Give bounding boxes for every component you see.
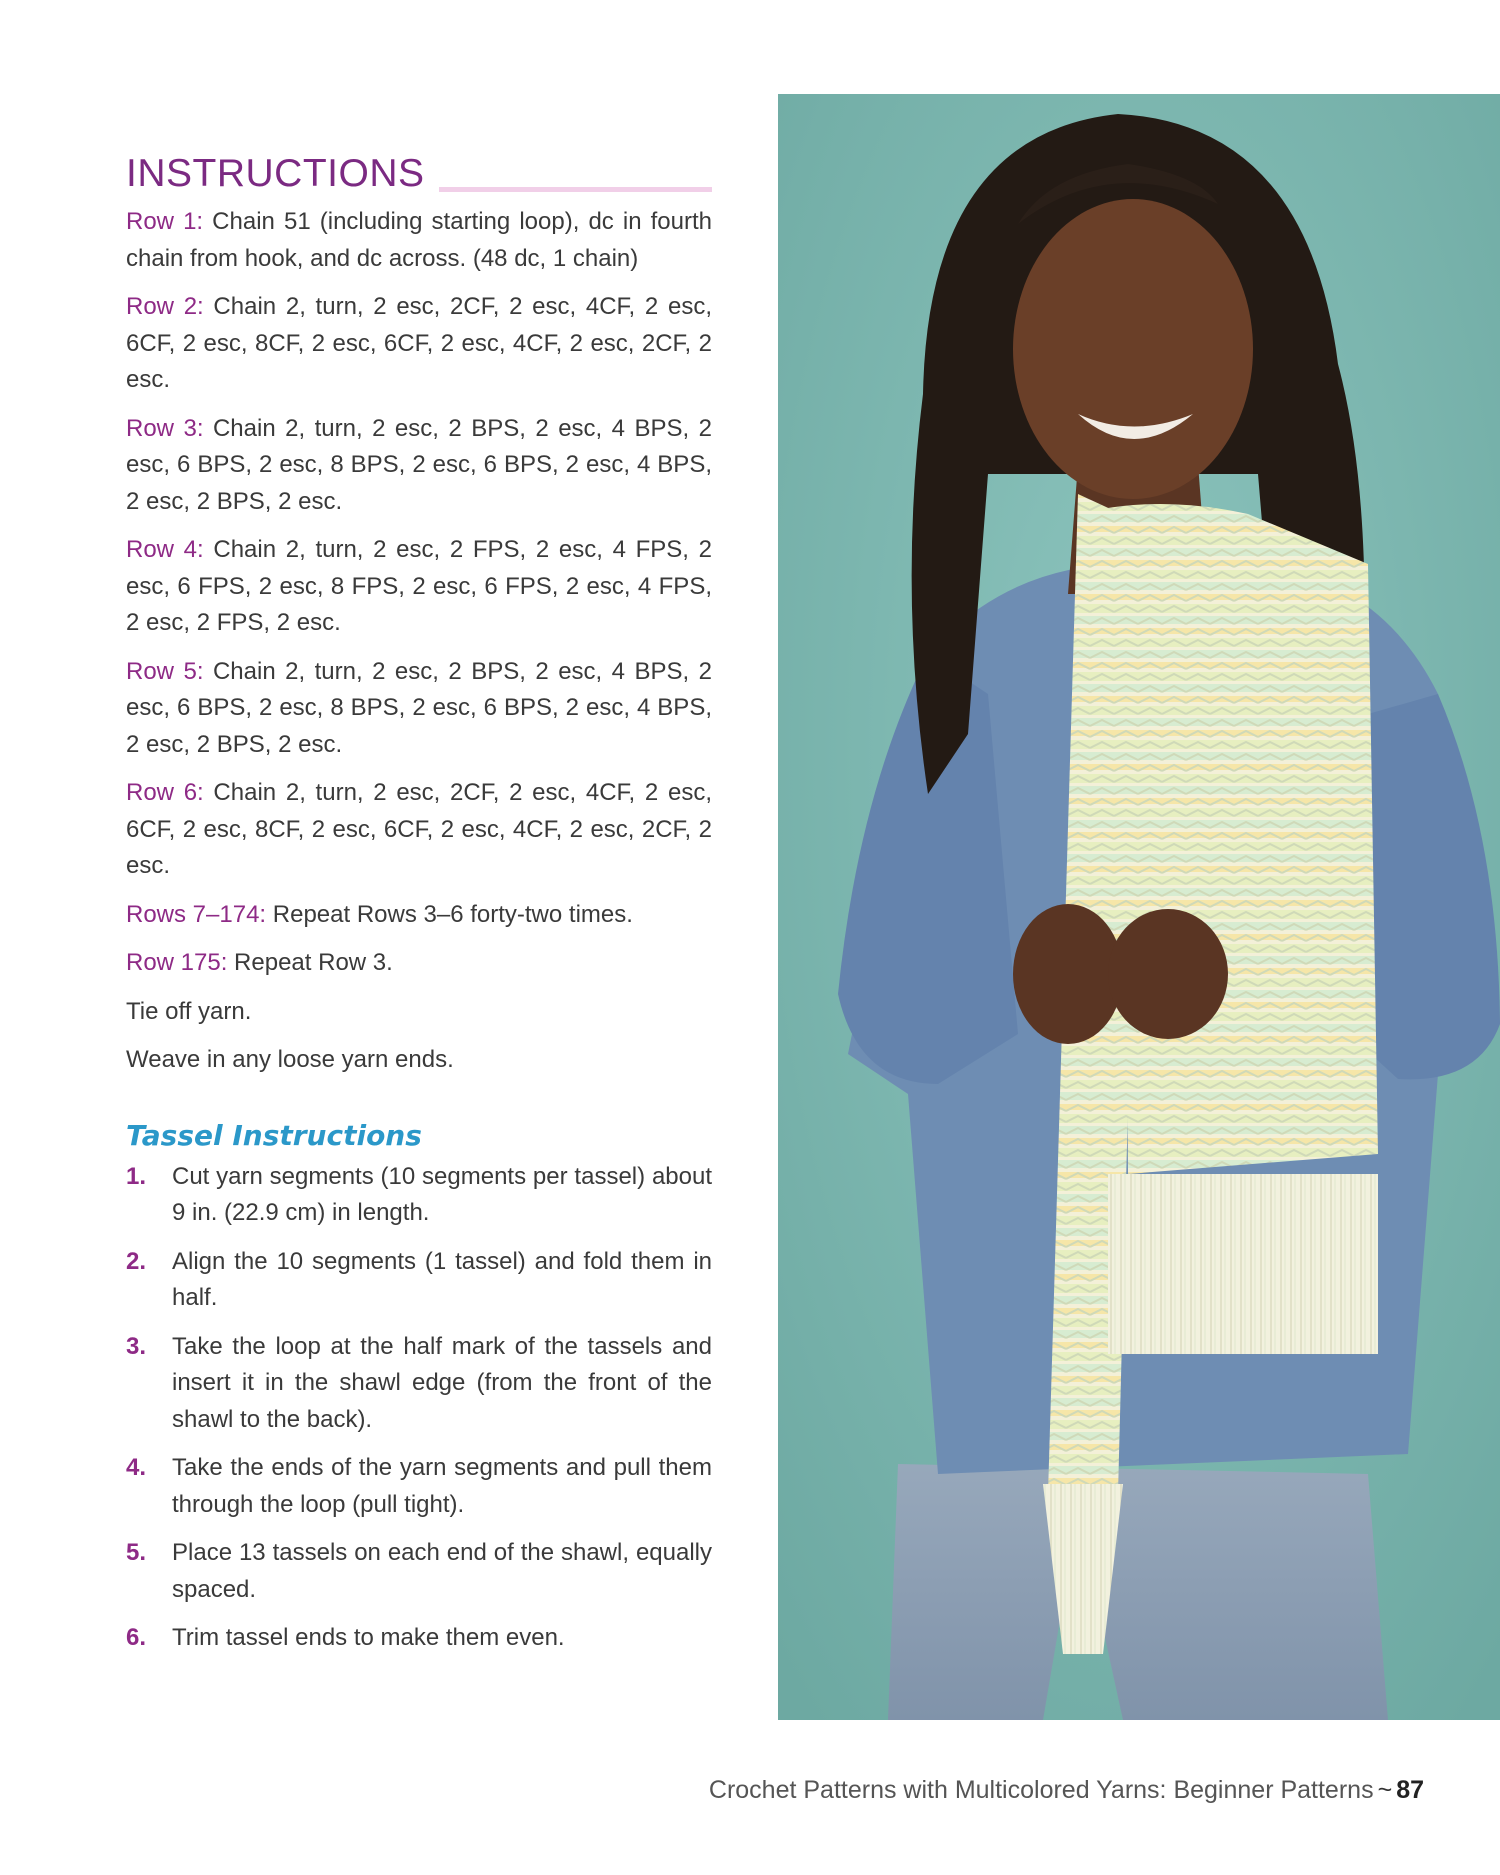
row-text: Chain 2, turn, 2 esc, 2CF, 2 esc, 4CF, 2 esc, 6CF, 2 esc, 8CF, 2 esc, 6CF, 2 esc, 4CF, 2 esc, 2CF, 2 esc. (126, 779, 712, 879)
row-text: Chain 2, turn, 2 esc, 2 FPS, 2 esc, 4 FPS, 2 esc, 6 FPS, 2 esc, 8 FPS, 2 esc, 6 FPS, 2 esc, 4 FPS, 2 esc, 2 FPS, 2 esc. (126, 536, 712, 636)
row-label: Row 3: (126, 414, 204, 442)
step-number: 3. (126, 1332, 147, 1360)
step-text: Align the 10 segments (1 tassel) and fold them in half. (172, 1247, 712, 1311)
heading-rule (439, 187, 713, 192)
tassel-heading: Tassel Instructions (126, 1118, 422, 1152)
row-6 (126, 775, 712, 885)
row-label: Row 1: (126, 208, 204, 235)
row-1 (126, 204, 712, 277)
row-3 (126, 411, 712, 521)
instructions-column (126, 148, 712, 1669)
row-label: Row 6: (126, 779, 204, 806)
row-label: Row 4: (126, 536, 204, 563)
row-text: Chain 2, turn, 2 esc, 2 BPS, 2 esc, 4 BPS, 2 esc, 6 BPS, 2 esc, 8 BPS, 2 esc, 6 BPS, 2 esc, 4 BPS, 2 esc, 2 BPS, 2 esc. (126, 657, 712, 758)
step-number: 2. (126, 1247, 147, 1275)
tassel-step (126, 1244, 712, 1317)
scarf-photo (778, 94, 1500, 1720)
step-text: Take the loop at the half mark of the tassels and insert it in the shawl edge (from the front of the shawl to the back). (172, 1332, 712, 1433)
step-number: 5. (126, 1539, 147, 1566)
finishing-tie-off: Tie off yarn. (126, 997, 252, 1025)
rows-7-174 (126, 897, 712, 934)
row-label: Row 5: (126, 657, 204, 685)
row-label: Row 2: (126, 293, 204, 320)
step-text: Place 13 tassels on each end of the shawl, equally spaced. (172, 1539, 712, 1603)
row-text: Chain 51 (including starting loop), dc in fourth chain from hook, and dc across. (48 dc, 1 chain) (126, 208, 712, 272)
finishing-weave-in: Weave in any loose yarn ends. (126, 1046, 454, 1073)
tassel-step (126, 1159, 712, 1232)
row-175 (126, 945, 712, 982)
page-footer (709, 1772, 1424, 1808)
row-label: Row 175: (126, 949, 228, 976)
row-2 (126, 289, 712, 399)
row-text: Chain 2, turn, 2 esc, 2 BPS, 2 esc, 4 BPS, 2 esc, 6 BPS, 2 esc, 8 BPS, 2 esc, 6 BPS, 2 esc, 4 BPS, 2 esc, 2 BPS, 2 esc. (126, 414, 712, 515)
step-number: 1. (126, 1162, 147, 1190)
page-number: 87 (1396, 1776, 1424, 1804)
row-text: Repeat Row 3. (227, 949, 393, 976)
step-number: 4. (126, 1454, 147, 1481)
tassel-step (126, 1620, 712, 1657)
row-label: Rows 7–174: (126, 900, 267, 928)
footer-separator: ~ (1377, 1776, 1393, 1804)
row-5 (126, 654, 712, 764)
scarf-photo-illustration (778, 94, 1500, 1720)
row-4 (126, 532, 712, 642)
tassel-step (126, 1535, 712, 1608)
step-text: Cut yarn segments (10 segments per tassel) about 9 in. (22.9 cm) in length. (172, 1162, 712, 1226)
step-text: Trim tassel ends to make them even. (172, 1624, 565, 1651)
instructions-heading: INSTRUCTIONS (126, 152, 425, 195)
row-text: Chain 2, turn, 2 esc, 2CF, 2 esc, 4CF, 2 esc, 6CF, 2 esc, 8CF, 2 esc, 6CF, 2 esc, 4CF, 2 esc, 2CF, 2 esc. (126, 293, 712, 393)
instructions-heading-row (126, 148, 712, 196)
tassel-step (126, 1450, 712, 1523)
row-text: Repeat Rows 3–6 forty-two times. (266, 900, 633, 928)
step-text: Take the ends of the yarn segments and pull them through the loop (pull tight). (172, 1454, 712, 1518)
footer-book-title: Crochet Patterns with Multicolored Yarns: Beginner Patterns (708, 1776, 1374, 1804)
step-number: 6. (126, 1624, 147, 1651)
tassel-step (126, 1329, 712, 1439)
